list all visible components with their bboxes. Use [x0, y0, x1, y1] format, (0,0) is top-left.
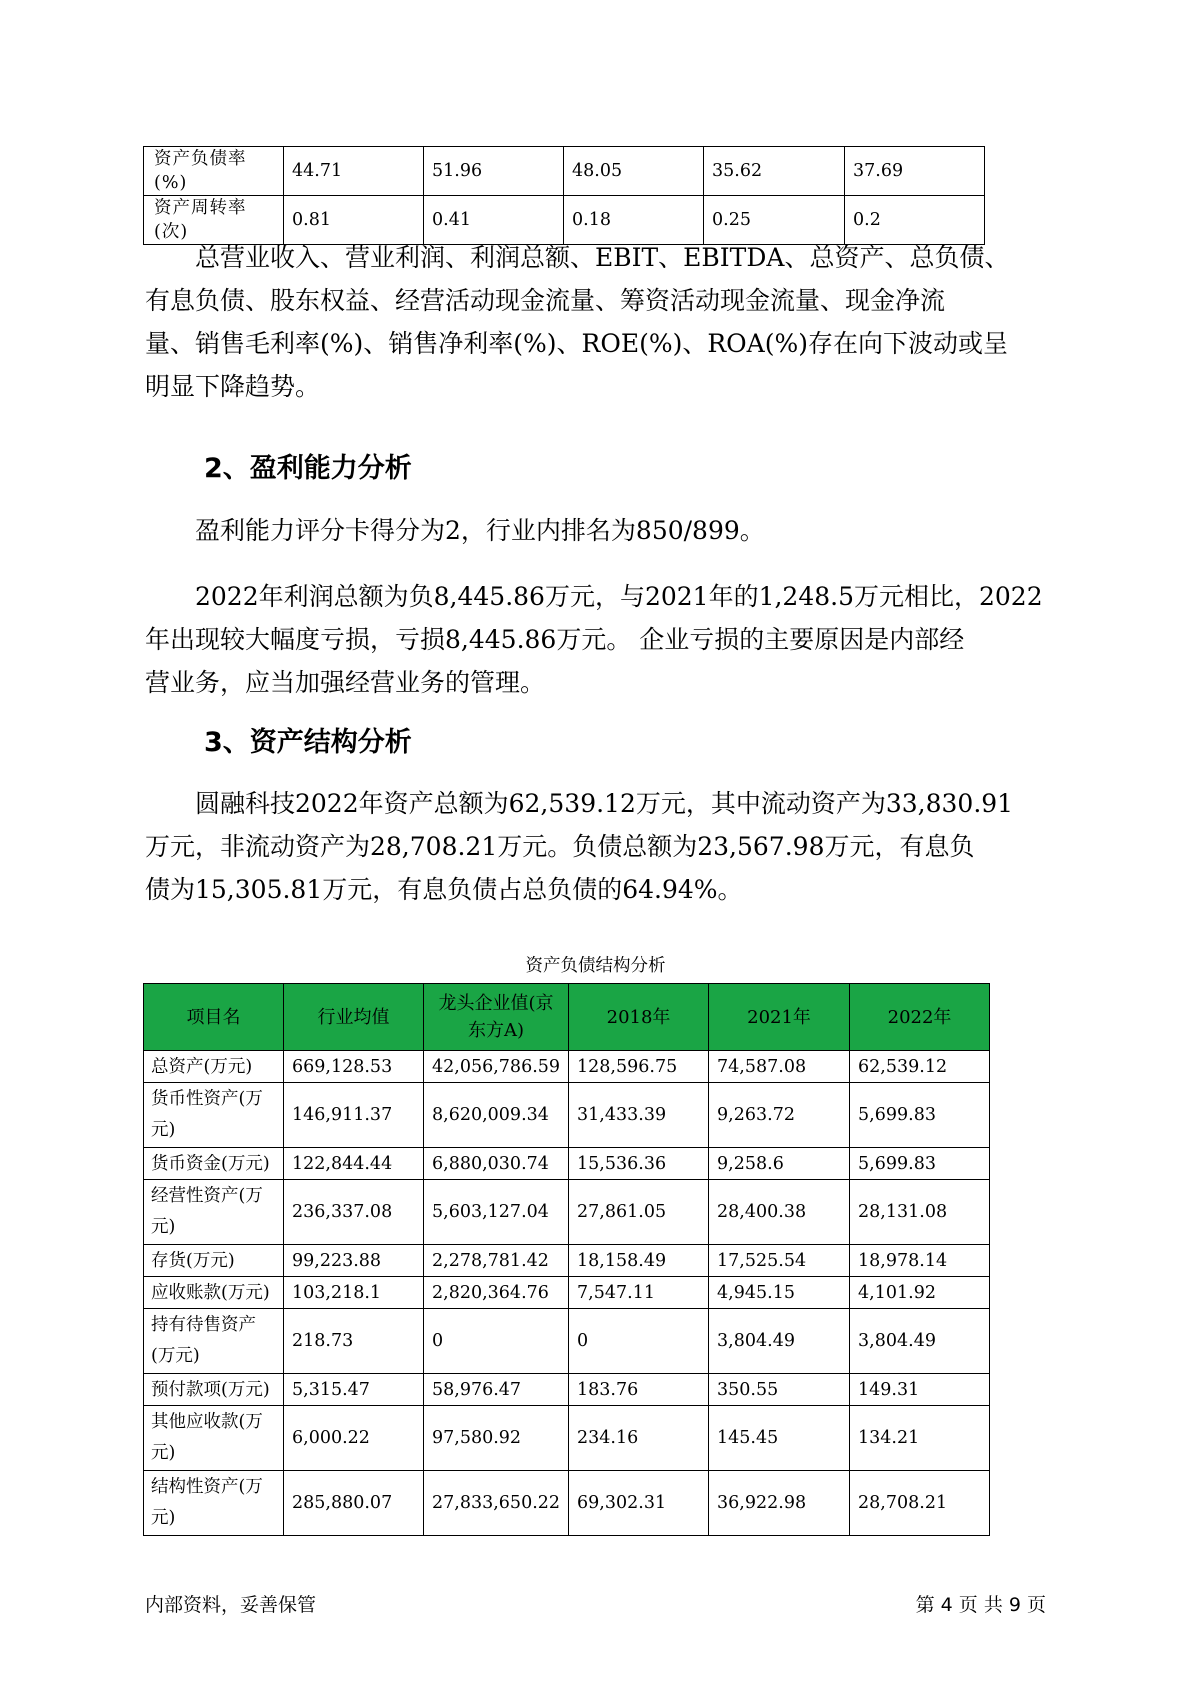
section-heading-asset: 3、资产结构分析: [204, 727, 412, 758]
profit-paragraph: [145, 575, 1075, 704]
table-cell: 62,539.12: [850, 1051, 990, 1083]
asset-paragraph: [145, 782, 1075, 911]
table-cell: 149.31: [850, 1374, 990, 1406]
table-cell: 5,699.83: [850, 1083, 990, 1148]
table-cell: 37.69: [845, 147, 985, 196]
table-cell: 9,258.6: [709, 1148, 850, 1180]
table-cell: 18,978.14: [850, 1245, 990, 1277]
table-cell: 103,218.1: [284, 1277, 424, 1309]
table-row: [144, 147, 985, 196]
table-cell: 4,101.92: [850, 1277, 990, 1309]
table-cell: 35.62: [704, 147, 845, 196]
column-header: 2022年: [850, 984, 990, 1051]
table-cell: 2,820,364.76: [424, 1277, 569, 1309]
table-cell: 5,603,127.04: [424, 1180, 569, 1245]
table-cell: 183.76: [569, 1374, 709, 1406]
row-label: 货币资金(万元): [144, 1148, 284, 1180]
paragraph-line: 量、销售毛利率(%)、销售净利率(%)、ROE(%)、ROA(%)存在向下波动或呈: [145, 329, 1008, 358]
row-label: 其他应收款(万元): [144, 1406, 284, 1471]
column-header: 2021年: [709, 984, 850, 1051]
table-cell: 44.71: [284, 147, 424, 196]
section-heading-profit: 2、盈利能力分析: [204, 453, 412, 484]
footer-confidential-note: 内部资料，妥善保管: [145, 1594, 317, 1616]
table-cell: 27,833,650.22: [424, 1471, 569, 1536]
table-cell: 350.55: [709, 1374, 850, 1406]
footer-page-number: 第 4 页 共 9 页: [915, 1594, 1046, 1616]
row-label: 预付款项(万元): [144, 1374, 284, 1406]
column-header: 2018年: [569, 984, 709, 1051]
table-row: [144, 1083, 990, 1148]
table-cell: 3,804.49: [850, 1309, 990, 1374]
row-label: 应收账款(万元): [144, 1277, 284, 1309]
table-cell: 236,337.08: [284, 1180, 424, 1245]
table-cell: 17,525.54: [709, 1245, 850, 1277]
table-cell: 51.96: [424, 147, 564, 196]
table-cell: 146,911.37: [284, 1083, 424, 1148]
table-cell: 69,302.31: [569, 1471, 709, 1536]
table-cell: 9,263.72: [709, 1083, 850, 1148]
table-cell: 0.2: [845, 196, 985, 245]
table-cell: 6,000.22: [284, 1406, 424, 1471]
ratio-table: [143, 146, 985, 245]
table-cell: 122,844.44: [284, 1148, 424, 1180]
row-label: 存货(万元): [144, 1245, 284, 1277]
table-cell: 218.73: [284, 1309, 424, 1374]
table-cell: 5,699.83: [850, 1148, 990, 1180]
table-cell: 28,400.38: [709, 1180, 850, 1245]
table-row: [144, 1245, 990, 1277]
table-row: [144, 1277, 990, 1309]
table-cell: 2,278,781.42: [424, 1245, 569, 1277]
table-cell: 5,315.47: [284, 1374, 424, 1406]
score-paragraph: [145, 509, 1075, 552]
row-label: 资产周转率(次): [144, 196, 284, 245]
table-cell: 8,620,009.34: [424, 1083, 569, 1148]
row-label: 总资产(万元): [144, 1051, 284, 1083]
row-label: 货币性资产(万元): [144, 1083, 284, 1148]
column-header: 行业均值: [284, 984, 424, 1051]
table-cell: 18,158.49: [569, 1245, 709, 1277]
table-caption: 资产负债结构分析: [525, 956, 666, 976]
column-header: 龙头企业值(京东方A): [424, 984, 569, 1051]
table-row: [144, 1148, 990, 1180]
paragraph-line: 盈利能力评分卡得分为2，行业内排名为850/899。: [195, 516, 765, 545]
table-cell: 234.16: [569, 1406, 709, 1471]
table-cell: 3,804.49: [709, 1309, 850, 1374]
table-cell: 42,056,786.59: [424, 1051, 569, 1083]
table-cell: 669,128.53: [284, 1051, 424, 1083]
table-cell: 31,433.39: [569, 1083, 709, 1148]
table-cell: 28,131.08: [850, 1180, 990, 1245]
table-cell: 128,596.75: [569, 1051, 709, 1083]
paragraph-line: 营业务，应当加强经营业务的管理。: [145, 668, 546, 697]
paragraph-line: 债为15,305.81万元，有息负债占总负债的64.94%。: [145, 875, 743, 904]
table-cell: 6,880,030.74: [424, 1148, 569, 1180]
column-header: 项目名: [144, 984, 284, 1051]
table-row: [144, 1309, 990, 1374]
table-cell: 4,945.15: [709, 1277, 850, 1309]
table-row: [144, 1180, 990, 1245]
table-cell: 134.21: [850, 1406, 990, 1471]
table-cell: 285,880.07: [284, 1471, 424, 1536]
table-cell: 97,580.92: [424, 1406, 569, 1471]
table-cell: 99,223.88: [284, 1245, 424, 1277]
table-cell: 0: [424, 1309, 569, 1374]
table-cell: 145.45: [709, 1406, 850, 1471]
table-row: [144, 1471, 990, 1536]
paragraph-line: 明显下降趋势。: [145, 372, 321, 401]
row-label: 结构性资产(万元): [144, 1471, 284, 1536]
paragraph-line: 总营业收入、营业利润、利润总额、EBIT、EBITDA、总资产、总负债、: [195, 243, 1010, 272]
table-cell: 0.41: [424, 196, 564, 245]
table-cell: 7,547.11: [569, 1277, 709, 1309]
row-label: 经营性资产(万元): [144, 1180, 284, 1245]
trend-paragraph: [145, 236, 1075, 408]
table-cell: 74,587.08: [709, 1051, 850, 1083]
row-label: 持有待售资产(万元): [144, 1309, 284, 1374]
paragraph-line: 2022年利润总额为负8,445.86万元，与2021年的1,248.5万元相比，2022: [195, 582, 1043, 611]
table-cell: 0.81: [284, 196, 424, 245]
table-header-row: [144, 984, 990, 1051]
table-cell: 28,708.21: [850, 1471, 990, 1536]
table-cell: 27,861.05: [569, 1180, 709, 1245]
paragraph-line: 年出现较大幅度亏损，亏损8,445.86万元。 企业亏损的主要原因是内部经: [145, 625, 965, 654]
table-cell: 48.05: [564, 147, 704, 196]
table-cell: 0.18: [564, 196, 704, 245]
table-row: [144, 1374, 990, 1406]
table-cell: 0.25: [704, 196, 845, 245]
table-cell: 0: [569, 1309, 709, 1374]
paragraph-line: 有息负债、股东权益、经营活动现金流量、筹资活动现金流量、现金净流: [145, 286, 946, 315]
table-cell: 15,536.36: [569, 1148, 709, 1180]
row-label: 资产负债率(%): [144, 147, 284, 196]
table-row: [144, 1051, 990, 1083]
table-row: [144, 1406, 990, 1471]
table-cell: 58,976.47: [424, 1374, 569, 1406]
table-cell: 36,922.98: [709, 1471, 850, 1536]
paragraph-line: 圆融科技2022年资产总额为62,539.12万元，其中流动资产为33,830.91: [195, 789, 1014, 818]
paragraph-line: 万元，非流动资产为28,708.21万元。负债总额为23,567.98万元，有息负: [145, 832, 975, 861]
balance-sheet-table: [143, 983, 990, 1536]
